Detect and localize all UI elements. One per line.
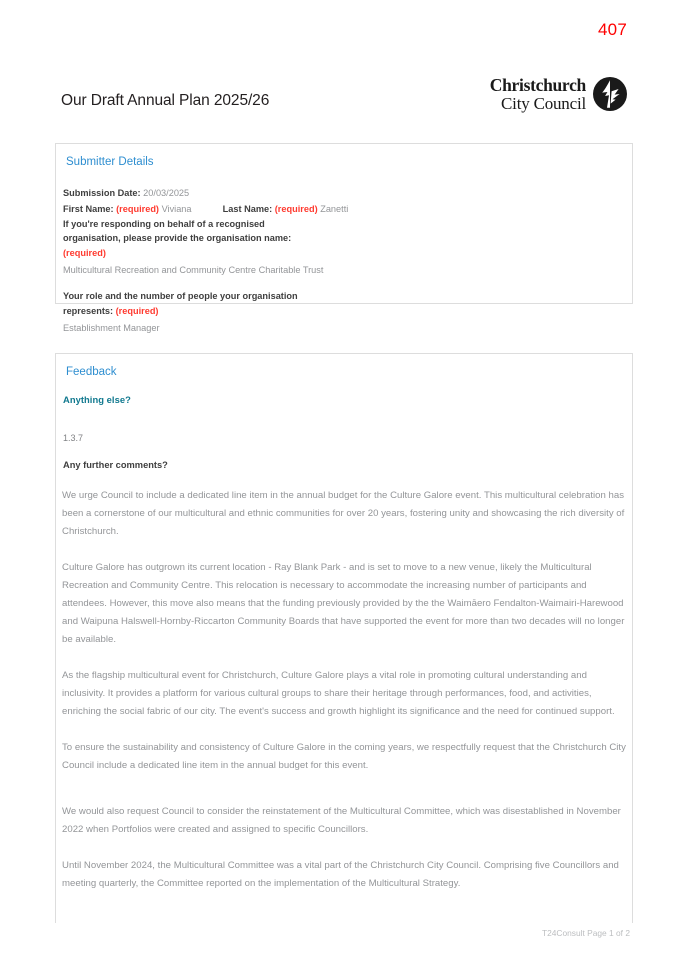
organisation-question [63,217,313,260]
page-footer: T24Consult Page 1 of 2 [542,928,630,938]
role-answer: Establishment Manager [63,322,160,333]
feedback-paragraph: To ensure the sustainability and consistency of Culture Galore in the coming years, we respectfully request that the Christchurch City Council include a dedicated line item in the annual budget for this event. [62,742,626,771]
organisation-required: (required) [63,247,106,258]
submission-date-value: 20/03/2025 [143,188,190,198]
council-logo-text [490,76,586,113]
feedback-paragraph: We urge Council to include a dedicated line item in the annual budget for the Culture Galore event. This multicultural celebration has been a cornerstone of our multicultural and ethnic communities for over 20 years, fostering unity and showcasing the rich diversity of Christchurch. [62,490,625,537]
submission-date-row [63,186,623,202]
feedback-question: Any further comments? [63,460,168,470]
role-question-text: Your role and the number of people your organisation represents: [63,291,298,316]
submission-date-label: Submission Date: [63,188,141,198]
feedback-paragraph: As the flagship multicultural event for Christchurch, Culture Galore plays a vital role in promoting cultural understanding and inclusivity. It provides a platform for various cultural groups to share their heritage through performances, food, and activities, enriching the social fabric of our city. The event's success and growth highlight its significance and the need for continued support. [62,670,615,717]
page-title: Our Draft Annual Plan 2025/26 [61,92,270,109]
feedback-paragraph: We would also request Council to consider the reinstatement of the Multicultural Committee, which was disestablished in November 2022 when Portfolios were created and assigned to specific Councillors. [62,806,621,835]
submitter-details-heading: Submitter Details [66,156,154,168]
council-crest-icon [593,77,627,111]
name-row [63,202,623,218]
organisation-answer: Multicultural Recreation and Community Centre Charitable Trust [63,264,324,275]
feedback-heading: Feedback [66,366,117,378]
role-question [63,289,313,317]
role-required: (required) [115,305,159,316]
feedback-subheading: Anything else? [63,394,131,405]
organisation-question-text: If you're responding on behalf of a recognised organisation, please provide the organisation name: [63,219,292,244]
feedback-question-code: 1.3.7 [63,433,84,443]
first-name-required: (required) [116,203,159,214]
council-logo-line2: City Council [501,93,586,113]
council-logo [490,76,627,113]
first-name-label: First Name: [63,203,114,214]
page-number: 407 [598,20,627,39]
submitter-fields [63,186,623,336]
feedback-paragraph: Culture Galore has outgrown its current location - Ray Blank Park - and is set to move to a new venue, likely the Multicultural Recreation and Community Centre. This relocation is necessary to accommodate the increasing number of participants and attendees. However, this move also means that the funding previously provided by the the Waimāero Fendalton-Waimairi-Harewood and Waipuna Halswell-Hornby-Riccarton Community Boards that have supported the event for more than two decades will no longer be available. [62,562,625,645]
last-name-required: (required) [274,203,318,214]
role-field [63,289,623,336]
last-name-label: Last Name: [222,203,273,214]
feedback-answer-body [62,487,628,911]
last-name-value: Zanetti [320,203,349,214]
council-logo-line1: Christchurch [489,75,586,95]
feedback-paragraph: Until November 2024, the Multicultural Committee was a vital part of the Christchurch City Council. Comprising five Councillors and meeting quarterly, the Committee reported on the implementation of the Multicultural Strategy. [62,860,619,889]
first-name-value: Viviana [161,203,192,214]
organisation-field [63,217,623,278]
